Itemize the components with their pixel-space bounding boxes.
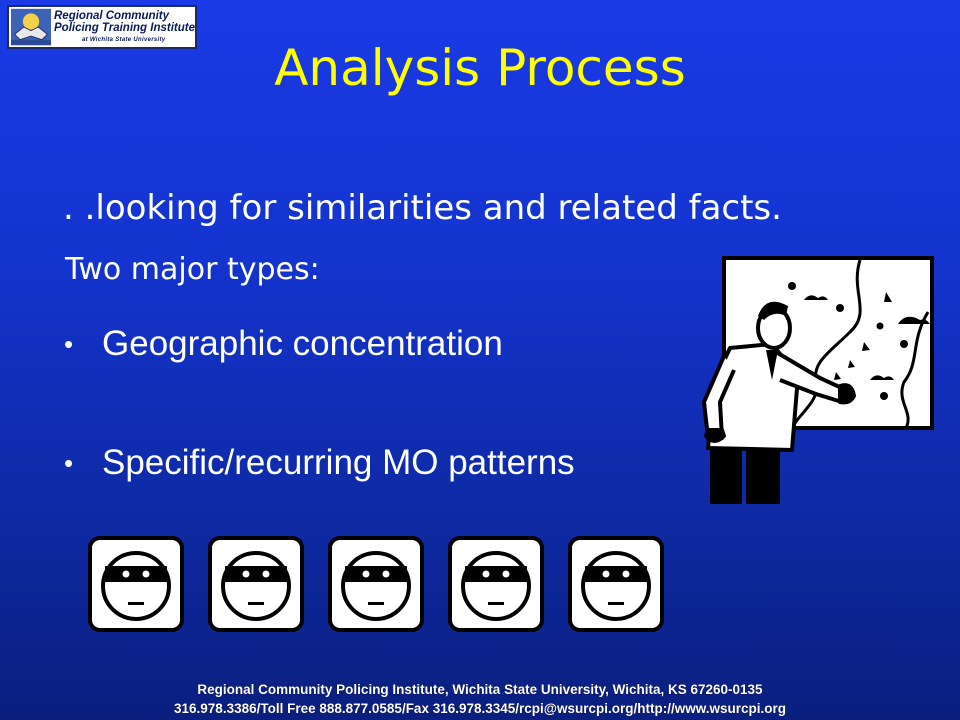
- bullet-item: [64, 324, 503, 364]
- slide-subtitle: . .looking for similarities and related facts.: [63, 188, 782, 228]
- bullet-glyph: •: [64, 328, 74, 359]
- masked-face-icon: [568, 536, 664, 632]
- face-icons-row: [88, 536, 668, 634]
- logo-line-1: Regional Community: [54, 10, 170, 22]
- footer-line-1: Regional Community Policing Institute, Wichita State University, Wichita, KS 67260-0135: [197, 682, 763, 697]
- bullet-text: Specific/recurring MO patterns: [102, 443, 575, 482]
- logo-line-2: Policing Training Institute: [54, 21, 195, 34]
- bullet-item: [64, 443, 575, 483]
- man-pointing-at-map-icon: [700, 252, 940, 508]
- lead-text: Two major types:: [65, 252, 320, 287]
- slide-title: Analysis Process: [274, 39, 686, 97]
- bullet-glyph: •: [64, 447, 74, 478]
- footer-line-2: 316.978.3386/Toll Free 888.877.0585/Fax 316.978.3345/rcpi@wsurcpi.org/http://www.wsurcpi.org: [174, 701, 786, 716]
- bullet-text: Geographic concentration: [102, 324, 503, 363]
- masked-face-icon: [208, 536, 304, 632]
- logo-line-3: at Wichita State University: [82, 37, 166, 43]
- masked-face-icon: [448, 536, 544, 632]
- masked-face-icon: [88, 536, 184, 632]
- footer-contact: [0, 680, 960, 718]
- masked-face-icon: [328, 536, 424, 632]
